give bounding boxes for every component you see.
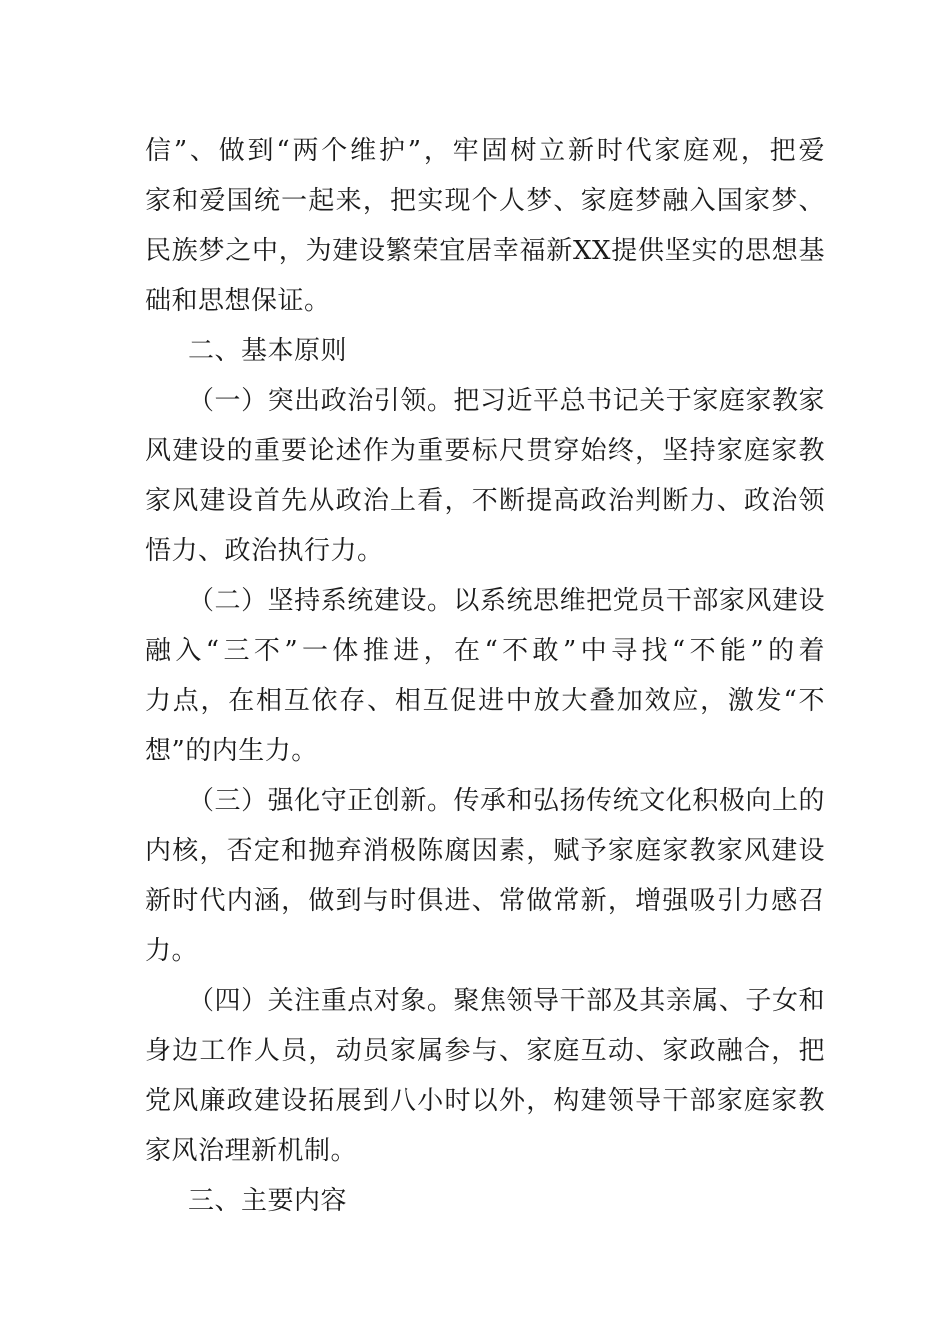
- text-line: 风建设的重要论述作为重要标尺贯穿始终，坚持家庭家教: [145, 436, 825, 466]
- section-heading: 三、主要内容: [188, 1186, 348, 1216]
- text-line: 信”、做到“两个维护”，牢固树立新时代家庭观，把爱: [145, 136, 825, 166]
- text-line: 家和爱国统一起来，把实现个人梦、家庭梦融入国家梦、: [145, 186, 825, 216]
- text-line: 新时代内涵，做到与时俱进、常做常新，增强吸引力感召: [145, 886, 825, 916]
- text-line: 家风治理新机制。: [145, 1136, 358, 1166]
- text-line: 内核，否定和抛弃消极陈腐因素，赋予家庭家教家风建设: [145, 836, 825, 866]
- text-line: （二）坚持系统建设。以系统思维把党员干部家风建设: [188, 586, 825, 616]
- text-line: （一）突出政治引领。把习近平总书记关于家庭家教家: [188, 386, 825, 416]
- text-line: 党风廉政建设拓展到八小时以外，构建领导干部家庭家教: [145, 1086, 825, 1116]
- text-line: 身边工作人员，动员家属参与、家庭互动、家政融合，把: [145, 1036, 825, 1066]
- section-heading: 二、基本原则: [188, 336, 348, 366]
- text-line: 力。: [145, 936, 199, 966]
- text-line: 础和思想保证。: [145, 286, 331, 316]
- text-line: （三）强化守正创新。传承和弘扬传统文化积极向上的: [188, 786, 825, 816]
- text-line: 想”的内生力。: [145, 736, 318, 766]
- text-line: 民族梦之中，为建设繁荣宜居幸福新XX提供坚实的思想基: [145, 236, 825, 266]
- text-line: 力点，在相互依存、相互促进中放大叠加效应，激发“不: [145, 686, 825, 716]
- text-line: （四）关注重点对象。聚焦领导干部及其亲属、子女和: [188, 986, 825, 1016]
- text-line: 悟力、政治执行力。: [145, 536, 384, 566]
- text-line: 家风建设首先从政治上看，不断提高政治判断力、政治领: [145, 486, 825, 516]
- text-line: 融入“三不”一体推进，在“不敢”中寻找“不能”的着: [145, 636, 825, 666]
